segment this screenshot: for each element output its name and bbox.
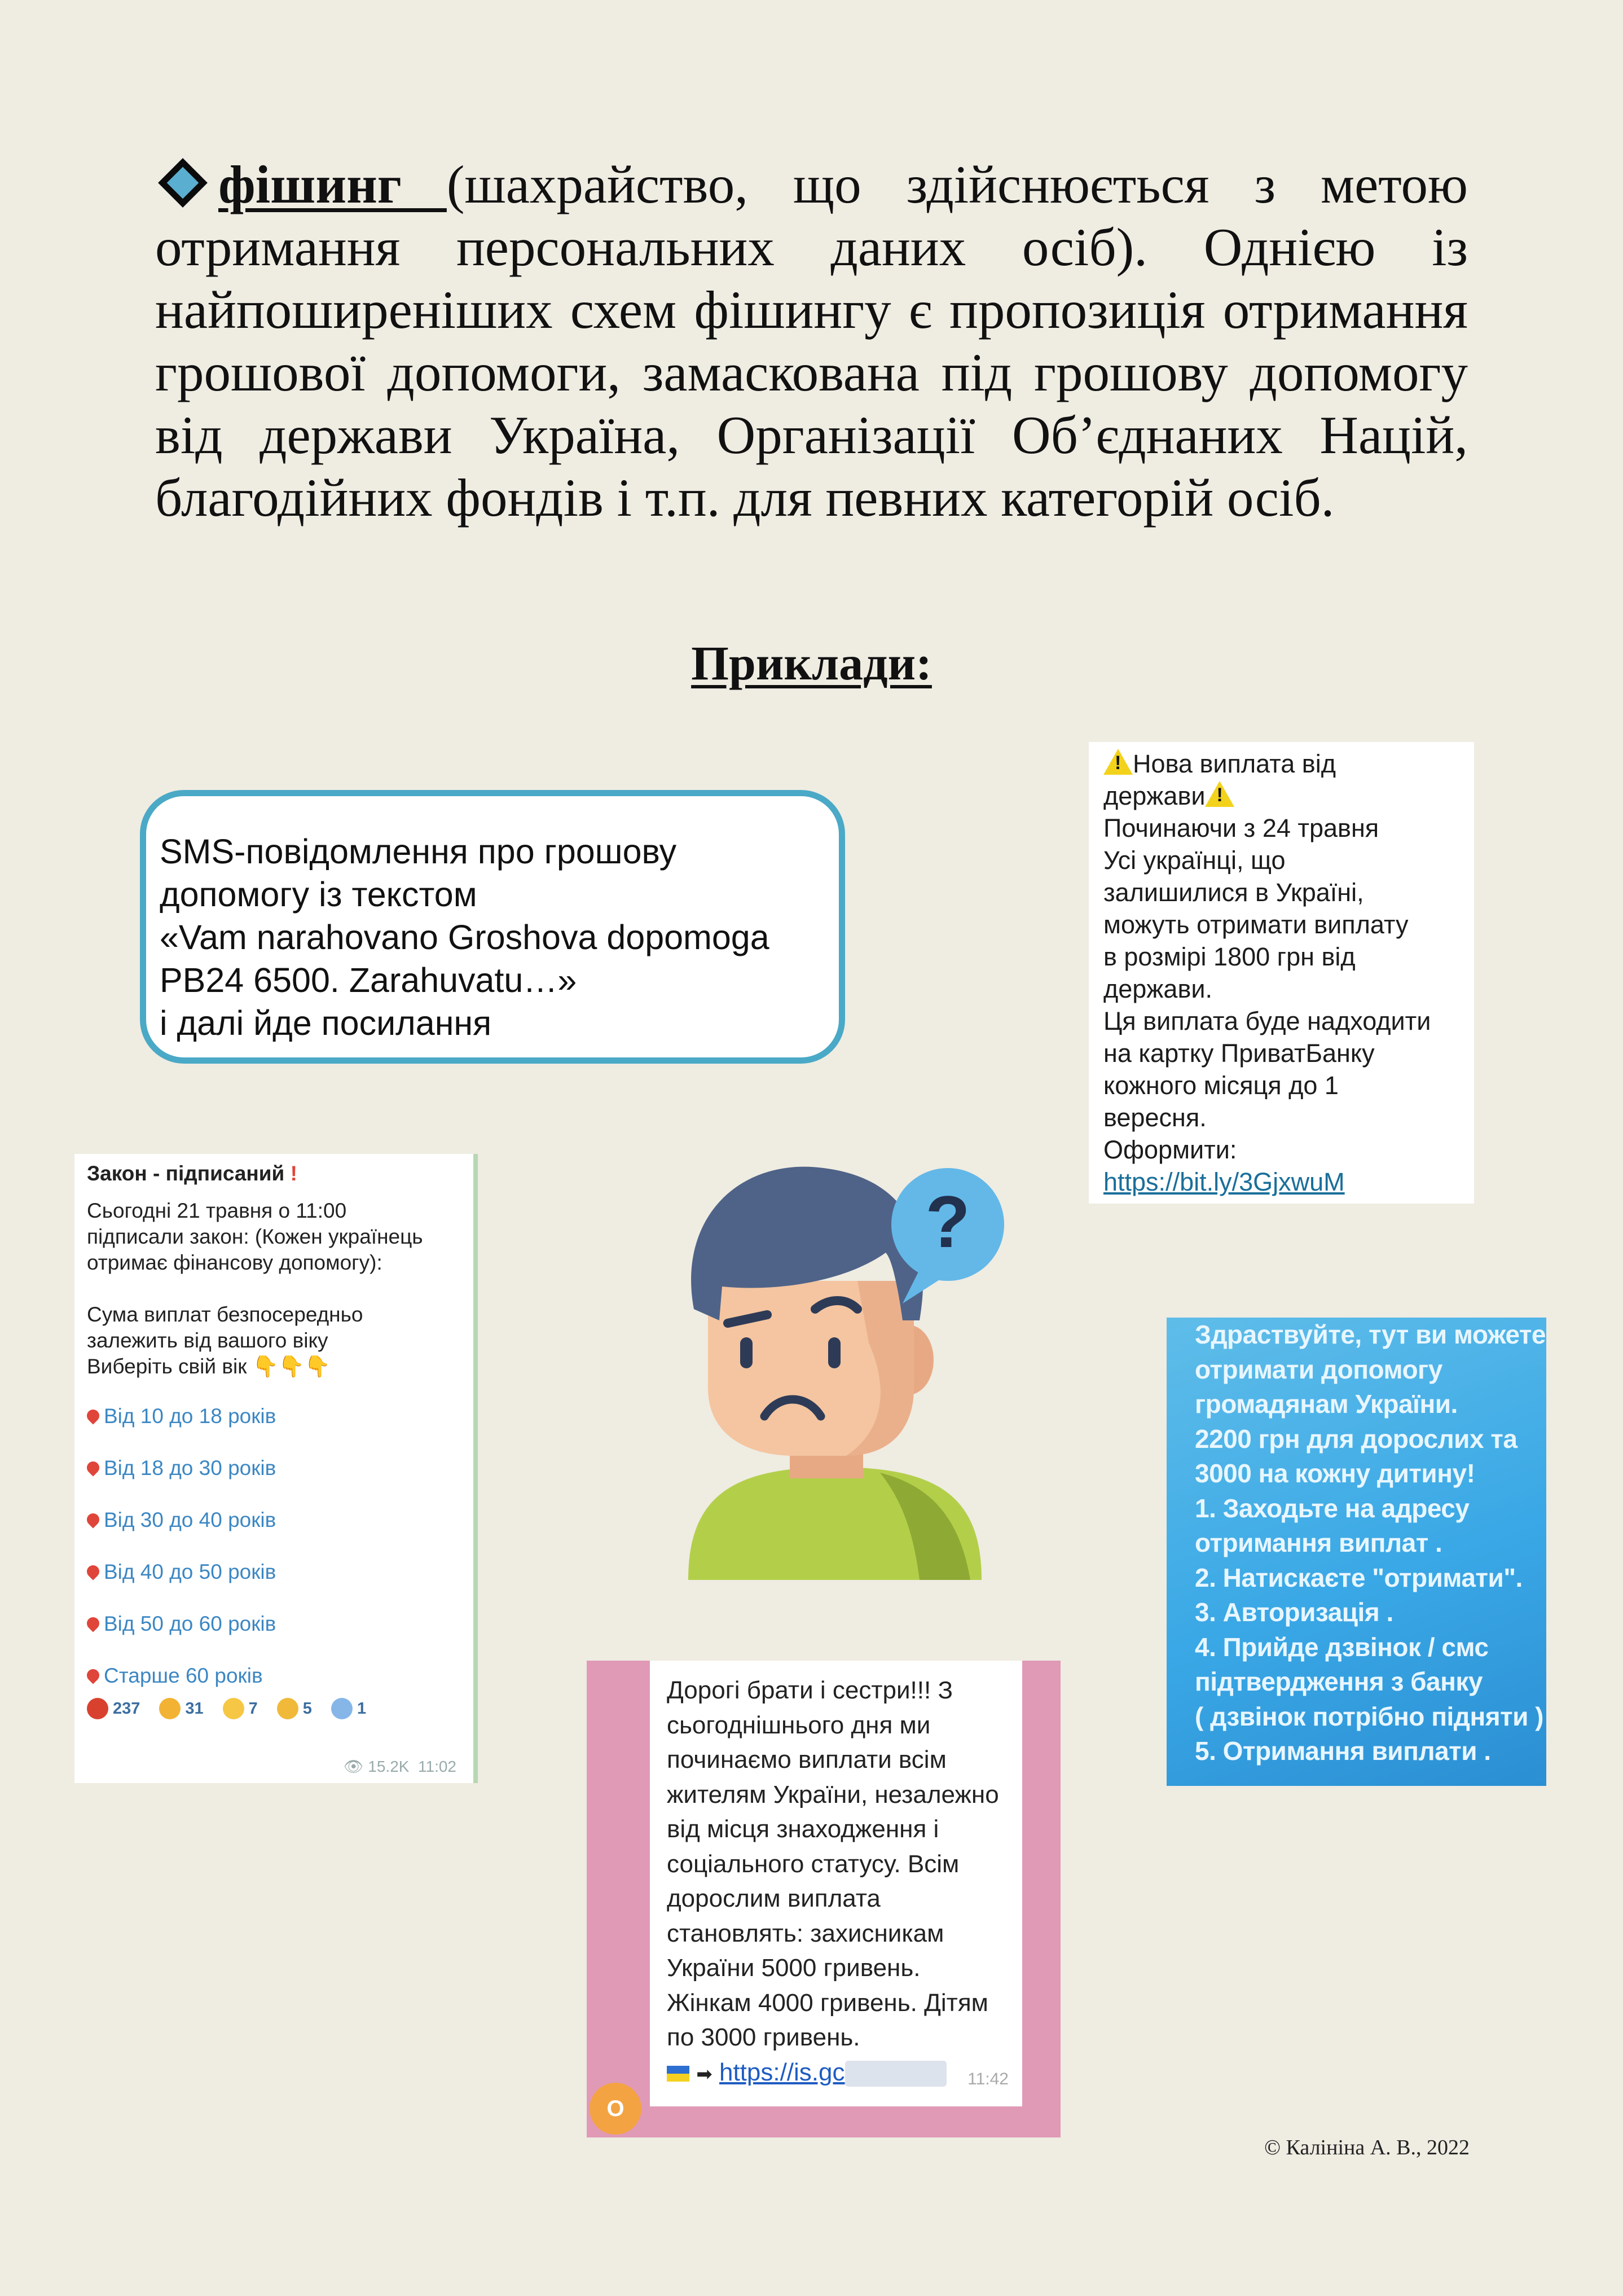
ukraine-flag-icon — [667, 2066, 689, 2082]
blue-line: Здраствуйте, тут ви можете — [1195, 1320, 1546, 1349]
gov-title — [1103, 748, 1474, 780]
exclamation-icon: ! — [290, 1162, 297, 1185]
pink-line: по 3000 гривень. — [667, 2023, 860, 2051]
pink-payout-message — [587, 1661, 1061, 2137]
gov-line: держави. — [1103, 974, 1212, 1003]
blue-line: отримати допомогу — [1195, 1354, 1442, 1384]
blue-line: 4. Прийде дзвінок / смс — [1195, 1632, 1489, 1662]
law-line: Сьогодні 21 травня о 11:00 — [87, 1199, 347, 1222]
reaction-count: 7 — [248, 1700, 258, 1718]
gov-payout-message — [1089, 742, 1474, 1204]
law-title-text: Закон - підписаний — [87, 1162, 285, 1185]
blue-line: 2. Натискаєте "отримати". — [1195, 1562, 1523, 1592]
blue-line: 1. Заходьте на адресу — [1195, 1493, 1470, 1523]
law-line: Виберіть свій вік 👇👇👇 — [87, 1355, 331, 1378]
gov-line: Усі українці, що — [1103, 846, 1286, 875]
reaction-scream[interactable] — [331, 1696, 366, 1722]
law-line: отримає фінансову допомогу): — [87, 1251, 382, 1274]
gov-line: Ця виплата буде надходити — [1103, 1007, 1431, 1035]
sms-description-bubble — [140, 790, 845, 1064]
gov-line: кожного місяця до 1 — [1103, 1071, 1339, 1100]
law-title — [87, 1161, 473, 1187]
pin-icon — [84, 1511, 102, 1528]
thinking-face-icon — [277, 1698, 298, 1719]
screaming-face-icon — [331, 1698, 353, 1719]
reaction-laugh[interactable] — [223, 1696, 258, 1722]
sms-line: допомогу із текстом — [160, 875, 477, 914]
gov-title-text: держави — [1103, 782, 1206, 810]
law-signed-message — [74, 1154, 478, 1783]
law-line: Сума виплат безпосередньо — [87, 1303, 363, 1326]
pin-icon — [84, 1407, 102, 1424]
age-option-label: Від 50 до 60 років — [104, 1612, 276, 1635]
right-eye — [828, 1337, 841, 1368]
confused-person-illustration — [654, 1151, 1015, 1580]
eye-icon: 👁 — [343, 1758, 364, 1775]
question-mark-icon: ? — [925, 1180, 970, 1263]
blue-line: 3. Авторизація . — [1195, 1597, 1393, 1627]
age-option[interactable] — [87, 1507, 473, 1533]
age-option[interactable] — [87, 1559, 473, 1585]
gov-line: на картку ПриватБанку — [1103, 1039, 1375, 1068]
age-option[interactable] — [87, 1663, 473, 1689]
pink-line: сьогоднішнього дня ми — [667, 1711, 931, 1739]
pin-icon — [84, 1666, 102, 1684]
pink-line: дорослим виплата — [667, 1885, 881, 1912]
sms-line: «Vam narahovano Groshova dopomoga — [160, 918, 769, 956]
soon-arrow-icon: ➡ — [696, 2063, 712, 2085]
diamond-bullet-icon — [158, 158, 208, 208]
thumbs-up-icon — [159, 1698, 181, 1719]
pink-line: жителям України, незалежно — [667, 1780, 999, 1808]
pink-line: України 5000 гривень. — [667, 1954, 921, 1982]
gov-line: залишилися в Україні, — [1103, 878, 1364, 907]
message-meta — [344, 1754, 456, 1780]
reactions-bar — [87, 1696, 473, 1722]
sms-line: SMS-повідомлення про грошову — [160, 832, 677, 871]
reaction-thumbs-up[interactable] — [159, 1696, 203, 1722]
reaction-count: 1 — [357, 1700, 367, 1718]
age-option[interactable] — [87, 1455, 473, 1481]
reaction-count: 5 — [302, 1700, 312, 1718]
sms-line: і далі йде посилання — [160, 1004, 492, 1042]
gov-line: Починаючи з 24 травня — [1103, 814, 1379, 842]
message-time: 11:02 — [418, 1758, 456, 1775]
pink-line: починаємо виплати всім — [667, 1746, 947, 1773]
age-option-label: Від 10 до 18 років — [104, 1404, 276, 1428]
gov-title-text: Нова виплата від — [1133, 749, 1336, 778]
reaction-thinking[interactable] — [277, 1696, 312, 1722]
reaction-count: 237 — [113, 1700, 140, 1718]
pink-line: від місця знаходження і — [667, 1815, 939, 1843]
blue-line: підтвердження з банку — [1195, 1667, 1483, 1696]
age-option-label: Від 18 до 30 років — [104, 1456, 276, 1480]
warning-icon — [1205, 781, 1234, 807]
blue-line: 5. Отримання виплати . — [1195, 1736, 1491, 1766]
reaction-count: 31 — [185, 1700, 204, 1718]
angry-face-icon — [87, 1698, 108, 1719]
law-line: залежить від вашого віку — [87, 1329, 328, 1352]
intro-paragraph — [155, 153, 1468, 529]
gov-line: в розмірі 1800 грн від — [1103, 942, 1356, 971]
pink-line: Жінкам 4000 гривень. Дітям — [667, 1988, 988, 2017]
law-line: підписали закон: (Кожен українець — [87, 1225, 423, 1248]
pink-message-bubble — [650, 1661, 1022, 2106]
gov-line: можуть отримати виплату — [1103, 910, 1409, 939]
left-eye — [740, 1337, 753, 1368]
age-option[interactable] — [87, 1611, 473, 1637]
age-option-label: Від 30 до 40 років — [104, 1508, 276, 1531]
age-option-label: Старше 60 років — [104, 1664, 263, 1687]
gov-line: вересня. — [1103, 1103, 1207, 1132]
laughing-face-icon — [223, 1698, 244, 1719]
intro-term: фішинг — [218, 155, 447, 214]
sms-line: PB24 6500. Zarahuvatu…» — [160, 961, 577, 999]
examples-heading: Приклади: — [691, 636, 932, 690]
blue-line: отримання виплат . — [1195, 1528, 1442, 1557]
pink-line: становлять: захисникам — [667, 1919, 944, 1947]
age-option-label: Від 40 до 50 років — [104, 1560, 276, 1583]
copyright: © Калініна А. В., 2022 — [1264, 2136, 1470, 2159]
blue-payout-message — [1167, 1318, 1546, 1786]
warning-icon — [1103, 749, 1133, 775]
avatar: О — [590, 2083, 641, 2135]
intro-text: (шахрайство, що здійснюється з метою отримання персональних даних осіб). Однією із найпоширеніших схем фішингу є пропозиція отримання грошової допомоги, замаскована під грошову допомогу від держави Україна, Організації Об’єднаних Націй, благодійних фондів і т.п. для певних категорій осіб. — [155, 155, 1468, 528]
pin-icon — [84, 1459, 102, 1476]
pin-icon — [84, 1562, 102, 1580]
view-count: 15.2K — [368, 1758, 410, 1775]
pin-icon — [84, 1614, 102, 1632]
blue-line: ( дзвінок потрібно підняти ) — [1195, 1701, 1543, 1731]
gov-title — [1103, 780, 1474, 812]
reaction-angry[interactable] — [87, 1696, 140, 1722]
pink-line: соціального статусу. Всім — [667, 1850, 960, 1878]
age-option[interactable] — [87, 1403, 473, 1429]
gov-line: Оформити: — [1103, 1135, 1237, 1164]
blue-line: громадянам України. — [1195, 1389, 1458, 1419]
blue-line: 2200 грн для дорослих та — [1195, 1424, 1518, 1454]
message-time: 11:42 — [967, 2069, 1009, 2088]
blue-line: 3000 на кожну дитину! — [1195, 1459, 1475, 1488]
gov-phishing-link[interactable]: https://bit.ly/3GjxwuM — [1103, 1167, 1345, 1196]
blurred-link-part — [845, 2061, 947, 2087]
pink-phishing-link[interactable]: https://is.gc — [719, 2058, 845, 2086]
pink-line: Дорогі брати і сестри!!! З — [667, 1676, 953, 1704]
